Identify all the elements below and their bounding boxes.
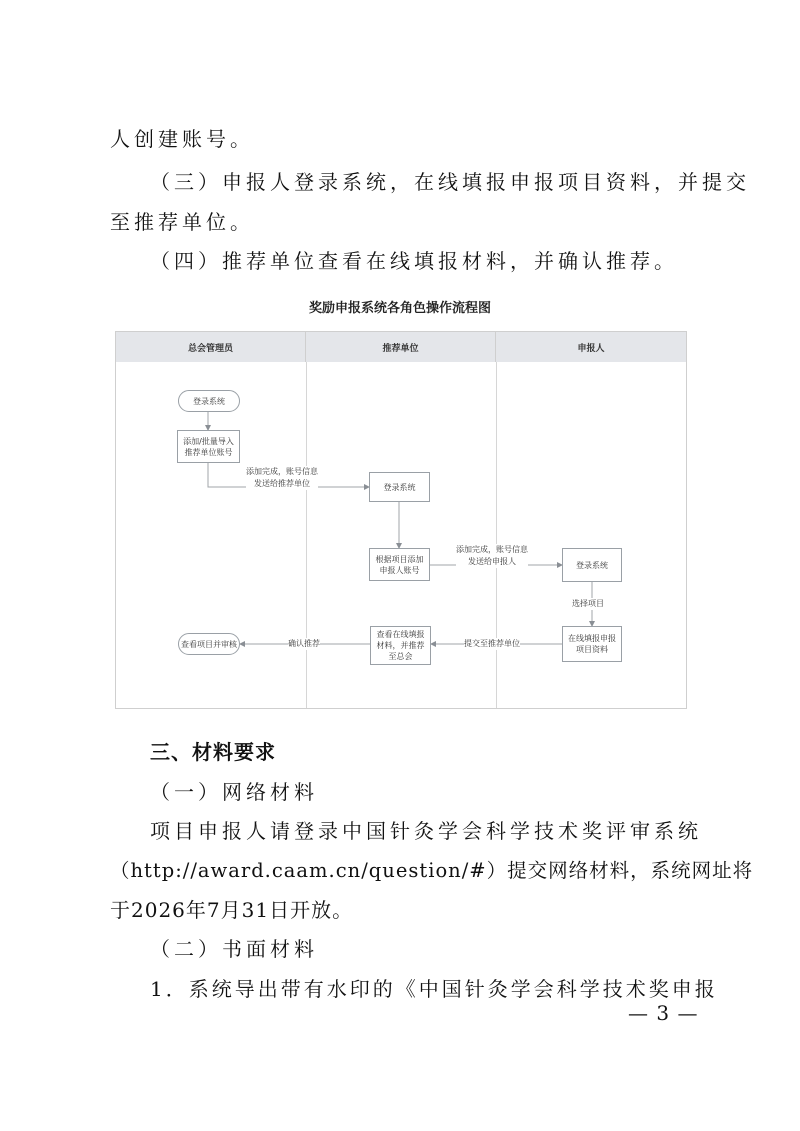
flowchart-title: 奖励申报系统各角色操作流程图 xyxy=(308,301,491,316)
edge-label-line: 发送给推荐单位 xyxy=(254,479,310,488)
paragraph-online-line2: （http://award.caam.cn/question/#）提交网络材料，系统网址将 xyxy=(110,859,754,882)
paragraph-online-line1: 项目申报人请登录中国针灸学会科学技术奖评审系统 xyxy=(150,819,702,843)
subheading-online-materials: （一）网络材料 xyxy=(150,780,318,804)
edge-label-to-applicant xyxy=(456,544,528,568)
node-unit-login: 登录系统 xyxy=(369,472,430,502)
paragraph-online-line3: 于2026年7月31日开放。 xyxy=(110,898,354,922)
lane-header-unit: 推荐单位 xyxy=(306,332,496,362)
edge-label-line: 添加完成，账号信息 xyxy=(456,545,528,554)
flowchart xyxy=(110,290,690,715)
edge-label-confirm: 确认推荐 xyxy=(288,639,320,648)
edge-label-line: 添加完成，账号信息 xyxy=(246,467,318,476)
paragraph-account-creation-end: 人创建账号。 xyxy=(110,127,254,151)
node-applicant-fill: 在线填报申报项目资料 xyxy=(562,626,622,662)
node-unit-review: 查看在线填报材料，并推荐至总会 xyxy=(370,626,431,665)
swimlane-frame xyxy=(115,331,687,709)
page-number: — 3 — xyxy=(628,1001,699,1025)
paragraph-step-three-line1: （三）申报人登录系统，在线填报申报项目资料，并提交 xyxy=(150,170,750,194)
list-item-1: 1．系统导出带有水印的《中国针灸学会科学技术奖申报 xyxy=(150,977,718,1001)
node-admin-add-units: 添加/批量导入推荐单位账号 xyxy=(177,430,240,463)
node-admin-login: 登录系统 xyxy=(178,390,240,412)
node-admin-review: 查看项目并审核 xyxy=(178,633,240,655)
section-heading-materials: 三、材料要求 xyxy=(150,740,276,764)
lane-header-applicant: 申报人 xyxy=(496,332,686,362)
subheading-paper-materials: （二）书面材料 xyxy=(150,937,318,961)
edge-label-line: 发送给申报人 xyxy=(468,557,516,566)
edge-label-select-project: 选择项目 xyxy=(572,599,604,608)
node-applicant-login: 登录系统 xyxy=(562,548,622,582)
lane-header-admin: 总会管理员 xyxy=(116,332,306,362)
paragraph-step-four: （四）推荐单位查看在线填报材料，并确认推荐。 xyxy=(150,249,678,273)
edge-label-to-unit xyxy=(246,466,318,490)
paragraph-step-three-line2: 至推荐单位。 xyxy=(110,210,254,234)
node-unit-add-applicants: 根据项目添加申报人账号 xyxy=(369,548,430,581)
edge-label-submit-to-unit: 提交至推荐单位 xyxy=(464,639,520,648)
